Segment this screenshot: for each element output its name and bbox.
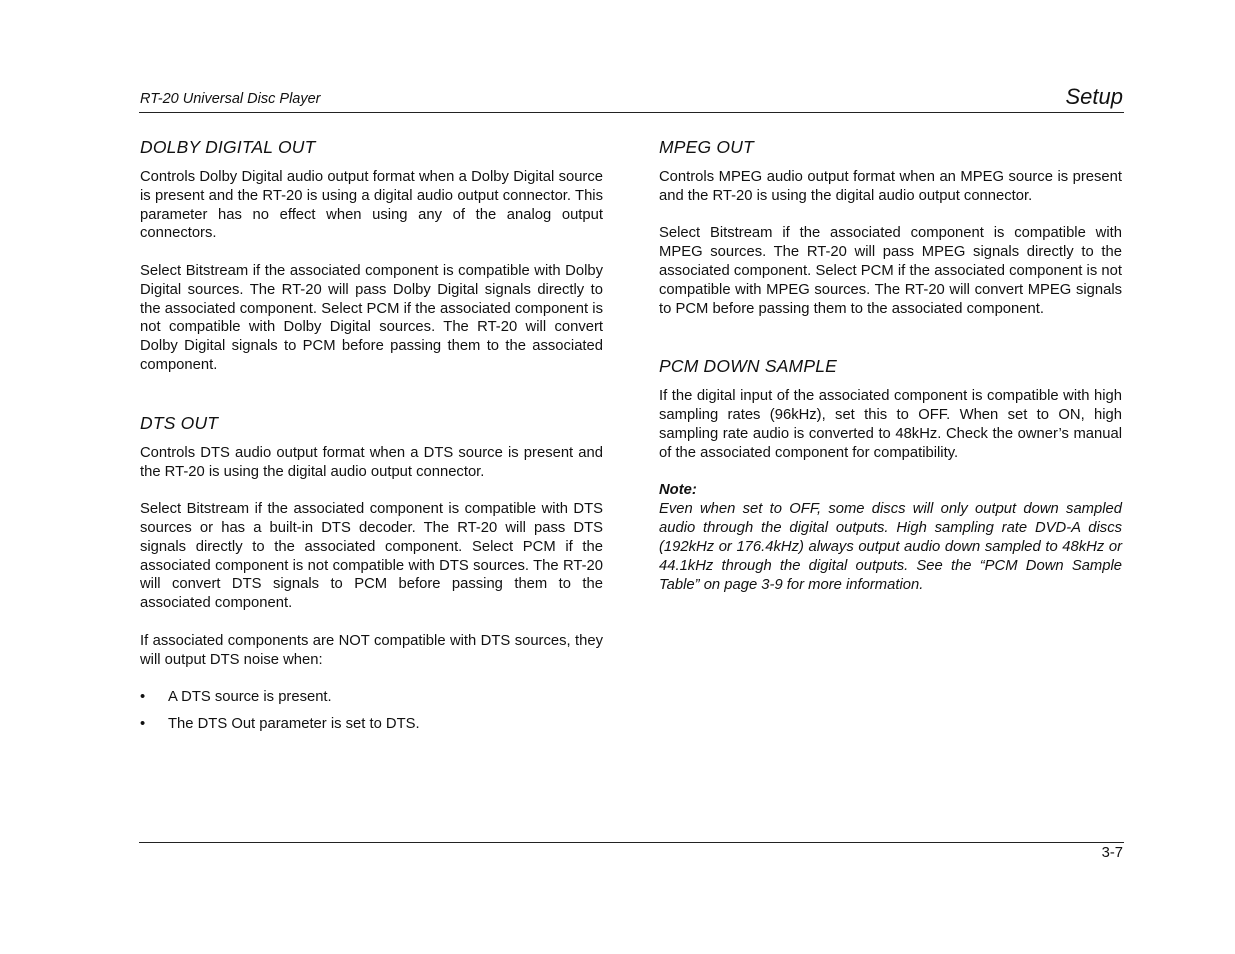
mpeg-out-paragraph-1: Controls MPEG audio output format when an MPEG source is present and the RT-20 is using the digital audio output connector.	[659, 169, 1122, 204]
dts-out-paragraph-3: If associated components are NOT compatible with DTS sources, they will output DTS noise when:	[140, 632, 603, 668]
list-item	[140, 688, 603, 707]
note-label: Note:	[659, 482, 697, 499]
pcm-down-sample-heading: PCM DOWN SAMPLE	[659, 356, 838, 377]
dolby-digital-out-paragraph-1: Controls Dolby Digital audio output format when a Dolby Digital source is present and the RT-20 is using a digital audio output connector. This parameter has no effect when using any of the analog output connectors.	[140, 169, 603, 242]
page-number: 3-7	[1101, 845, 1123, 861]
dts-out-paragraph-1: Controls DTS audio output format when a DTS source is present and the RT-20 is using the digital audio output connector.	[140, 444, 603, 480]
bullet-icon: •	[140, 689, 146, 706]
mpeg-out-heading: MPEG OUT	[659, 137, 754, 157]
right-column	[659, 136, 1122, 594]
dts-out-heading: DTS OUT	[140, 412, 219, 433]
dolby-digital-out-heading: DOLBY DIGITAL OUT	[140, 137, 316, 157]
dts-out-paragraph-2: Select Bitstream if the associated component is compatible with DTS sources or has a built-in DTS decoder. The RT-20 will pass DTS signals directly to the associated component. Select PCM if the associated component is not compatible with DTS sources. The RT-20 will convert DTS signals to PCM before passing them to the associated component.	[140, 501, 603, 612]
pcm-down-sample-paragraph-1: If the digital input of the associated component is compatible with high sampling rates (96kHz), set this to OFF. When set to ON, high sampling rate audio is converted to 48kHz. Check the owner’s manual of the associated component for compatibility.	[659, 388, 1122, 461]
dolby-digital-out-paragraph-2: Select Bitstream if the associated component is compatible with Dolby Digital sources. The RT-20 will pass Dolby Digital signals directly to the associated component. Select PCM if the associated component is not compatible with Dolby Digital sources. The RT-20 will convert Dolby Digital signals to PCM before passing them to the associated component.	[140, 262, 603, 373]
dts-noise-conditions-list	[140, 688, 603, 734]
section-title: Setup	[1065, 84, 1123, 109]
note-text: Even when set to OFF, some discs will only output down sampled audio through the digital outputs. High sampling rate DVD-A discs (192kHz or 176.4kHz) always output audio down sampled to 48kHz or 44.1kHz through the digital outputs. See the “PCM Down Sample Table” on page 3-9 for more information.	[659, 501, 1122, 593]
bullet-icon: •	[140, 715, 146, 732]
left-column	[140, 136, 603, 742]
list-item-text: A DTS source is present.	[168, 689, 332, 706]
mpeg-out-paragraph-2: Select Bitstream if the associated component is compatible with MPEG sources. The RT-20 will pass MPEG signals directly to the associated component. Select PCM if the associated component is not compatible with MPEG sources. The RT-20 will convert MPEG signals to PCM before passing them to the associated component.	[659, 225, 1122, 317]
page-footer	[139, 842, 1124, 861]
list-item	[140, 715, 603, 734]
page-header	[139, 78, 1124, 113]
document-title: RT-20 Universal Disc Player	[140, 91, 321, 107]
list-item-text: The DTS Out parameter is set to DTS.	[168, 715, 420, 732]
